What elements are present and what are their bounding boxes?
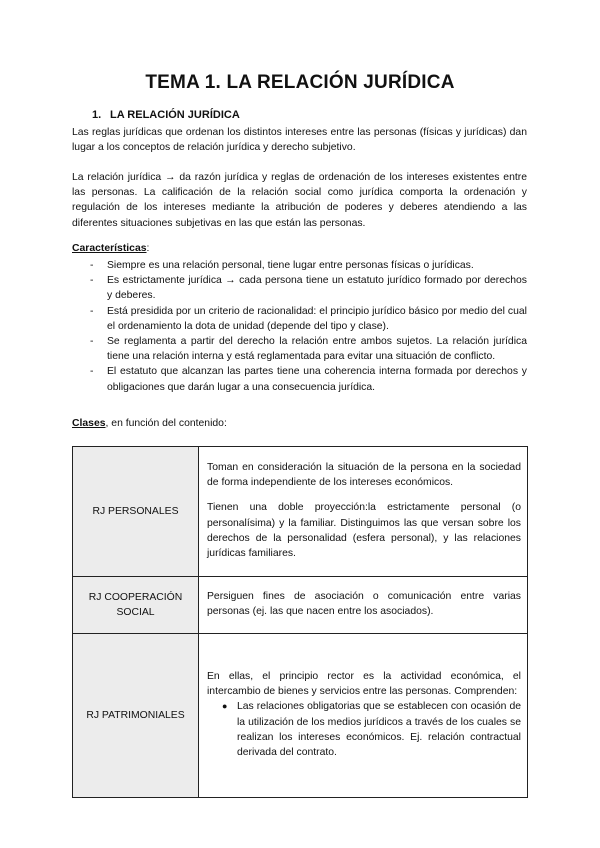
row-label: RJ PATRIMONIALES [73,634,199,798]
row-paragraph: Toman en consideración la situación de la persona en la sociedad de forma independiente de los intereses económicos. [207,461,521,489]
list-item-text: El estatuto que alcanzan las partes tiene una coherencia interna formada por derechos y obligaciones que darán lugar a una consecuencia jurídica. [107,366,527,393]
caracteristicas-label: Características [72,243,147,254]
row-paragraph: Tienen una doble proyección:la estrictamente personal (o personalísima) y la familiar. Distinguimos las que versan sobre los derechos de la personalidad (esfera personal), y las relaciones jurídicas familiares. [207,502,521,559]
caracteristicas-list [72,258,527,395]
clases-suffix: , en función del contenido: [105,418,227,429]
bullet-icon: ● [222,701,228,712]
caracteristicas-heading [72,243,149,254]
clases-table [72,446,528,798]
list-item-text: Está presidida por un criterio de racionalidad: el principio jurídico básico por medio del cual el ordenamiento la dota de unidad (depende del tipo y clase). [107,305,527,332]
row-label: RJ PERSONALES [73,447,199,577]
intro-paragraph: Las reglas jurídicas que ordenan los distintos intereses entre las personas (físicas y jurídicas) dan lugar a los conceptos de relación jurídica y derecho subjetivo. [72,127,527,154]
row-label: RJ COOPERACIÓN SOCIAL [73,577,199,634]
list-item: - Siempre es una relación personal, tiene lugar entre personas físicas o jurídicas. [90,260,474,271]
row-bullets [207,699,521,760]
list-item-text: Siempre es una relación personal, tiene lugar entre personas físicas o jurídicas. [107,260,474,271]
section-number: 1. [92,109,102,121]
row-content [199,577,528,634]
row-paragraph: En ellas, el principio rector es la actividad económica, el intercambio de bienes y servicios entre las personas. Comprenden: [207,670,521,698]
clases-label: Clases [72,418,106,429]
table-row [73,577,528,634]
section-title: LA RELACIÓN JURÍDICA [110,109,240,121]
row-content [199,447,528,577]
list-item-text: Se reglamenta a partir del derecho la relación entre ambos sujetos. La relación jurídica tiene una relación interna y está reglamentada para evitar una situación de conflicto. [107,336,527,363]
table-row [73,634,528,798]
row-content [199,634,528,798]
caracteristicas-suffix: : [146,243,150,254]
list-item-text: Las relaciones obligatorias que se establecen con ocasión de la utilización de los medios jurídicos a través de los cuales se realizan los intereses económicos. Ej. relación contractual derivada del contrato. [237,701,521,758]
page-title: TEMA 1. LA RELACIÓN JURÍDICA [145,72,455,93]
list-item: - Está presidida por un criterio de racionalidad: el principio jurídico básico por medio del cual el ordenamiento la dota de unidad (depende del tipo y clase). [90,305,527,332]
clases-heading [72,418,227,429]
list-item: - Se reglamenta a partir del derecho la relación entre ambos sujetos. La relación jurídica tiene una relación interna y está reglamentada para evitar una situación de conflicto. [90,336,527,363]
relacion-paragraph: La relación jurídica → da razón jurídica y reglas de ordenación de los intereses existentes entre las personas. La calificación de la relación social como jurídica comporta la ordenación y regulación de los intereses mediante la atribución de poderes y deberes atendiendo a las diferentes situaciones subjetivas en las que están las personas. [72,172,527,229]
table-row [73,447,528,577]
list-item: - Es estrictamente jurídica → cada persona tiene un estatuto jurídico formado por derechos y deberes. [90,275,527,302]
list-item-text: Es estrictamente jurídica → cada persona tiene un estatuto jurídico formado por derechos y deberes. [107,275,527,302]
row-paragraph: Persiguen fines de asociación o comunicación entre varias personas (ej. las que nacen entre los asociados). [207,590,521,617]
list-item: - El estatuto que alcanzan las partes tiene una coherencia interna formada por derechos y obligaciones que darán lugar a una consecuencia jurídica. [90,366,527,393]
list-item [207,699,521,760]
